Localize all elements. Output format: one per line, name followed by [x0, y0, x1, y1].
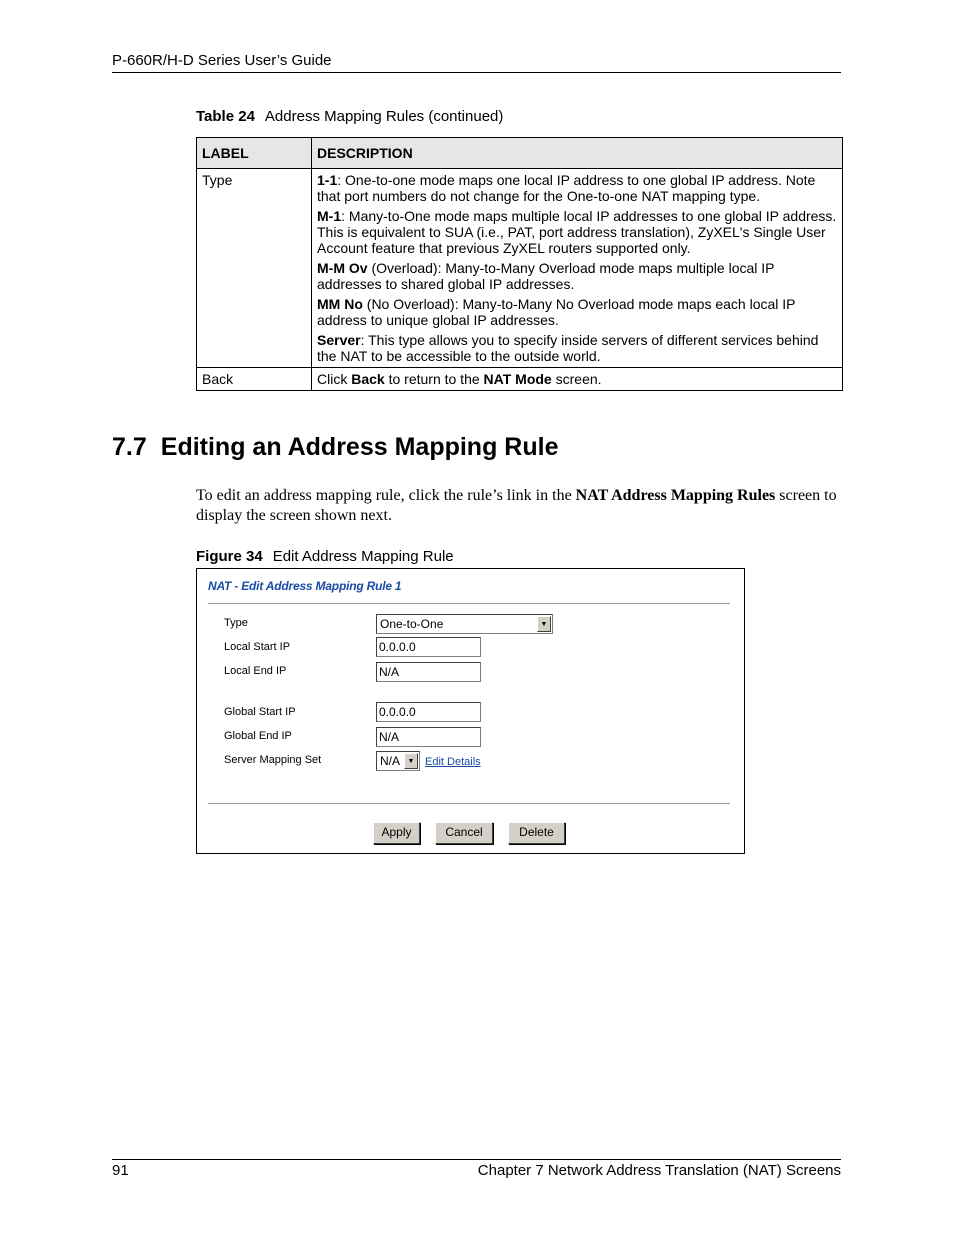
- table-caption-number: Table 24: [196, 108, 255, 125]
- chapter-title: Chapter 7 Network Address Translation (NAT) Screens: [477, 1162, 841, 1179]
- edit-details-link[interactable]: Edit Details: [425, 756, 481, 768]
- screen-title: NAT - Edit Address Mapping Rule 1: [208, 579, 402, 593]
- type-select[interactable]: [376, 614, 553, 634]
- figure-caption-number: Figure 34: [196, 548, 263, 565]
- apply-button[interactable]: Apply: [373, 822, 420, 844]
- row-label: Type: [197, 169, 312, 368]
- running-header: P-660R/H-D Series User’s Guide: [112, 52, 332, 69]
- cancel-button[interactable]: Cancel: [435, 822, 493, 844]
- screen-top-rule: [208, 603, 730, 604]
- row-description: Click Back to return to the NAT Mode screen.: [312, 368, 843, 391]
- type-label: Type: [224, 617, 248, 629]
- server-mapping-set-value: N/A: [380, 754, 401, 768]
- local-start-ip-label: Local Start IP: [224, 641, 291, 653]
- table-caption: [196, 108, 503, 125]
- type-item: 1-1: One-to-one mode maps one local IP address to one global IP address. Note that port numbers do not change for the One-to-one NAT mapping type.: [317, 172, 816, 204]
- page-number: 91: [112, 1162, 129, 1179]
- table-caption-text: Address Mapping Rules (continued): [264, 108, 504, 125]
- type-item: Server: This type allows you to specify inside servers of different services behind the NAT to be accessible to the outside world.: [317, 332, 819, 364]
- local-end-ip-label: Local End IP: [224, 665, 287, 677]
- screen-bottom-rule: [208, 803, 730, 804]
- col-description: DESCRIPTION: [312, 138, 843, 169]
- edit-address-mapping-screen: [196, 568, 745, 854]
- row-label: Back: [197, 368, 312, 391]
- type-item: M-1: Many-to-One mode maps multiple local IP addresses to one global IP address. This is equivalent to SUA (i.e., PAT, port address translation), ZyXEL's Single User Account feature that previous ZyXEL routers supported only.: [317, 208, 837, 256]
- chevron-down-icon[interactable]: ▼: [537, 616, 551, 632]
- table-header-row: [197, 138, 843, 169]
- figure-caption-text: Edit Address Mapping Rule: [272, 548, 454, 565]
- server-mapping-set-select[interactable]: [376, 751, 420, 771]
- section-title: Editing an Address Mapping Rule: [160, 433, 559, 461]
- local-end-ip-input[interactable]: [376, 662, 481, 682]
- section-number: 7.7: [112, 433, 147, 461]
- figure-caption: [196, 548, 454, 565]
- local-start-ip-input[interactable]: [376, 637, 481, 657]
- row-description: [312, 169, 843, 368]
- delete-button[interactable]: Delete: [508, 822, 565, 844]
- body-paragraph: To edit an address mapping rule, click the rule’s link in the NAT Address Mapping Rules screen to display the screen shown next.: [196, 487, 837, 524]
- type-item: MM No (No Overload): Many-to-Many No Overload mode maps each local IP address to unique global IP addresses.: [317, 296, 796, 328]
- section-heading: [112, 433, 558, 462]
- server-mapping-set-label: Server Mapping Set: [224, 754, 322, 766]
- chevron-down-icon[interactable]: ▼: [404, 753, 418, 769]
- col-label: LABEL: [197, 138, 312, 169]
- global-start-ip-label: Global Start IP: [224, 706, 296, 718]
- type-select-value: One-to-One: [380, 617, 444, 631]
- table-row: [197, 169, 843, 368]
- type-item: M-M Ov (Overload): Many-to-Many Overload mode maps multiple local IP addresses to shared global IP addresses.: [317, 260, 775, 292]
- global-end-ip-label: Global End IP: [224, 730, 292, 742]
- header-rule: [112, 72, 841, 73]
- global-end-ip-input[interactable]: [376, 727, 481, 747]
- table-row: [197, 368, 843, 391]
- address-mapping-rules-table: [196, 137, 843, 391]
- global-start-ip-input[interactable]: [376, 702, 481, 722]
- footer-rule: [112, 1159, 841, 1160]
